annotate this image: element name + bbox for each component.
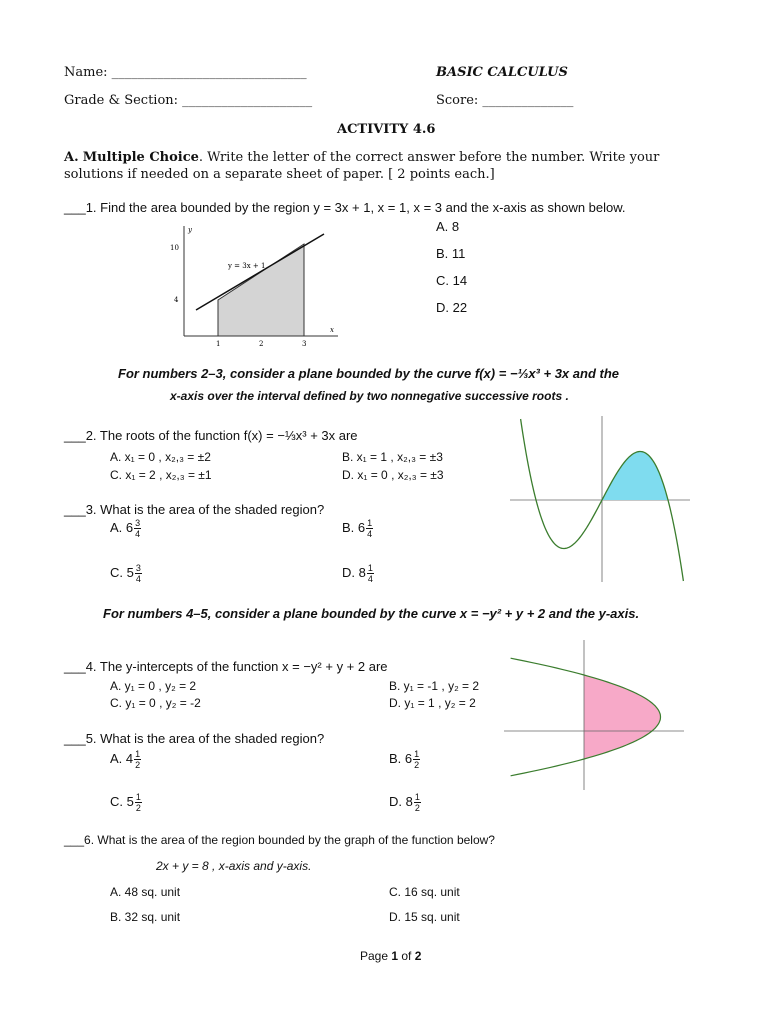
q6-choice-a: A. 48 sq. unit [110, 885, 181, 899]
page-footer: Page 1 of 2 [360, 949, 422, 963]
question-5-blank: ___5. [64, 731, 97, 746]
q4-graph [504, 640, 684, 790]
note-4-5: For numbers 4–5, consider a plane bounded by the curve x = −y² + y + 2 and the y-axis. [103, 606, 640, 621]
q1-graph [166, 222, 346, 350]
q1-xtick-2: 2 [259, 340, 264, 348]
note-2-3-line1: For numbers 2–3, consider a plane bounded by the curve f(x) = −⅓x³ + 3x and the [118, 366, 620, 381]
q5-choice-b: B. 6 $\frac{1}{2}$ [389, 749, 420, 770]
q6-choice-c: C. 16 sq. unit [389, 885, 460, 899]
q2-choice-c: C. x₁ = 2 , x₂,₃ = ±1 [110, 468, 212, 482]
question-2-text: The roots of the function f(x) = −⅓x³ + 3x are [96, 428, 358, 443]
question-6-text: What is the area of the region bounded by the graph of the function below? [94, 833, 495, 847]
instructions-line1 [64, 150, 659, 165]
score-field: Score: ______________ [436, 93, 574, 108]
activity-title: ACTIVITY 4.6 [337, 122, 436, 137]
q1-choice-b: B. 11 [436, 246, 466, 261]
q1-xtick-3: 3 [302, 340, 307, 348]
question-3 [64, 502, 324, 517]
question-6 [64, 833, 495, 847]
q2-choice-a: A. x₁ = 0 , x₂,₃ = ±2 [110, 450, 211, 464]
q6-choice-b: B. 32 sq. unit [110, 910, 181, 924]
q2-shaded-region [602, 452, 668, 501]
note-2-3-line2: x-axis over the interval defined by two nonnegative successive roots . [170, 389, 569, 403]
grade-section-field: Grade & Section: ____________________ [64, 93, 313, 108]
q2-choice-d: D. x₁ = 0 , x₂,₃ = ±3 [342, 468, 444, 482]
q5-choice-d: D. 8 $\frac{1}{2}$ [389, 792, 420, 813]
instructions-heading: Multiple Choice [82, 150, 199, 165]
question-3-text: What is the area of the shaded region? [96, 502, 325, 517]
instructions-text-1: . Write the letter of the correct answer before the number. Write your [198, 150, 660, 165]
q1-ytick-4: 4 [174, 296, 179, 304]
q3-choice-c: C. 5 $\frac{3}{4}$ [110, 563, 141, 584]
q1-choice-c: C. 14 [436, 273, 468, 288]
q1-xtick-1: 1 [216, 340, 221, 348]
question-2 [64, 428, 358, 443]
q4-choice-b: B. y₁ = -1 , y₂ = 2 [389, 679, 480, 693]
instructions-prefix: A. [64, 150, 79, 165]
q5-choice-c: C. 5 $\frac{1}{2}$ [110, 792, 141, 813]
q6-choice-d: D. 15 sq. unit [389, 910, 460, 924]
question-6-blank: ___6. [64, 833, 95, 847]
q1-ytick-10: 10 [170, 244, 179, 252]
question-5 [64, 731, 324, 746]
q1-y-label: y [188, 226, 192, 234]
q3-choice-b: B. 6 $\frac{1}{4}$ [342, 518, 373, 539]
question-4-blank: ___4. [64, 659, 97, 674]
q3-choice-d: D. 8 $\frac{1}{4}$ [342, 563, 373, 584]
question-1-text: Find the area bounded by the region y = 3x + 1, x = 1, x = 3 and the x-axis as shown below. [96, 200, 626, 215]
question-3-blank: ___3. [64, 502, 97, 517]
question-5-text: What is the area of the shaded region? [96, 731, 325, 746]
q5-choice-a: A. 4 $\frac{1}{2}$ [110, 749, 141, 770]
instructions-line2: solutions if needed on a separate sheet of paper. [ 2 points each.] [64, 167, 495, 182]
q4-choice-c: C. y₁ = 0 , y₂ = -2 [110, 696, 201, 710]
name-field: Name: ______________________________ [64, 65, 307, 80]
question-1-blank: ___1. [64, 200, 97, 215]
question-4 [64, 659, 388, 674]
question-2-blank: ___2. [64, 428, 97, 443]
q2-graph [510, 416, 690, 582]
q1-choice-d: D. 22 [436, 300, 468, 315]
q6-equation: 2x + y = 8 , x-axis and y-axis. [156, 859, 312, 873]
q1-curve-label: y = 3x + 1 [228, 262, 266, 270]
q4-choice-a: A. y₁ = 0 , y₂ = 2 [110, 679, 197, 693]
question-1 [64, 200, 626, 215]
q2-choice-b: B. x₁ = 1 , x₂,₃ = ±3 [342, 450, 443, 464]
q1-x-label: x [330, 326, 334, 334]
q3-choice-a: A. 6 $\frac{3}{4}$ [110, 518, 141, 539]
subject-title: BASIC CALCULUS [436, 65, 568, 80]
q1-choice-a: A. 8 [436, 219, 460, 234]
question-4-text: The y-intercepts of the function x = −y² + y + 2 are [96, 659, 388, 674]
q4-choice-d: D. y₁ = 1 , y₂ = 2 [389, 696, 476, 710]
